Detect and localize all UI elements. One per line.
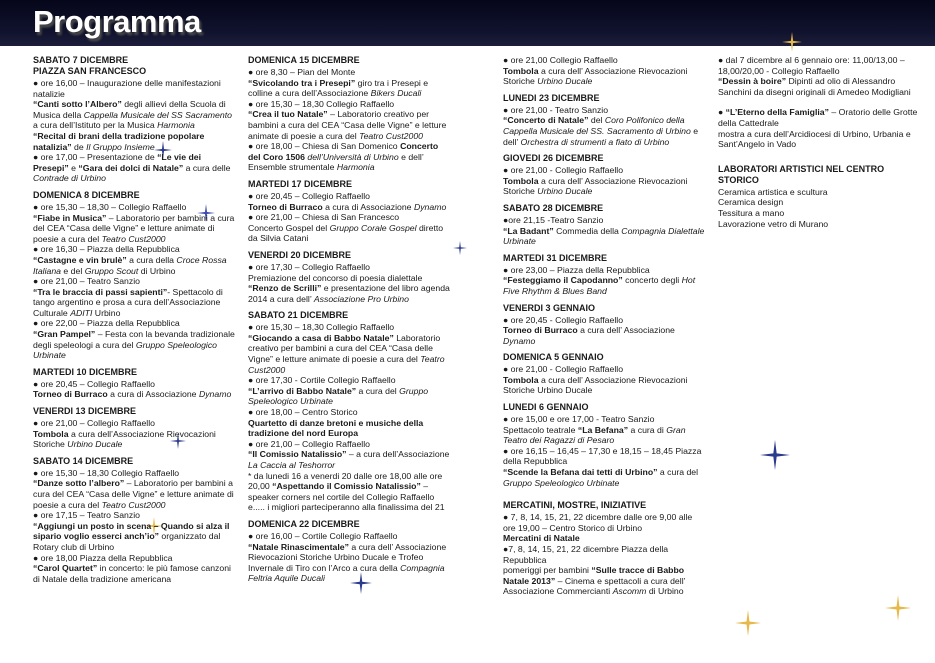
event-entry: mostra a cura dell’Arcidiocesi di Urbino, Urbania e Sant’Angelo in Vado xyxy=(718,128,911,150)
star-icon xyxy=(885,595,911,621)
event-day xyxy=(33,190,235,361)
event-day xyxy=(33,406,235,450)
event-entry: Tombola a cura dell’ Associazione Rievocazioni Storiche Urbino Ducale xyxy=(503,175,688,197)
event-day xyxy=(503,153,705,197)
event-entry: ● ore 21,00 - Collegio Raffaello xyxy=(503,165,624,176)
list-item: Tessitura a mano xyxy=(718,207,785,218)
event-entry: “L’arrivo di Babbo Natale” a cura del Gruppo Speleologico Urbinate xyxy=(248,385,429,407)
event-entry: “Giocando a casa di Babbo Natale” Laboratorio creativo per bambini a cura del CEA “Casa delle Vigne” e letture animate di poesie a cura del Teatro Cust2000 xyxy=(248,332,445,375)
column-4 xyxy=(718,55,918,235)
event-entry: “Svicolando tra i Presepi” giro tra i Presepi e colline a cura dell’Associazione Bikers Ducali xyxy=(248,77,429,99)
event-entry: ● ore 16,00 – Cortile Collegio Raffaello xyxy=(248,530,398,541)
event-entry: ● ore 17,30 – Collegio Raffaello xyxy=(248,261,370,272)
event-entry: ● ore 20,45 - Collegio Raffaello xyxy=(503,314,624,325)
event-day xyxy=(503,500,705,597)
star-icon xyxy=(782,32,802,52)
event-entry: “Il Comissio Natalissio” – a cura dell’Associazione La Caccia al Teshorror xyxy=(248,449,450,470)
event-entry: ● ore 15,00 e ore 17,00 - Teatro Sanzio xyxy=(503,414,655,425)
list-item: Ceramica design xyxy=(718,197,784,208)
event-entry: “Recital di brani della tradizione popolare natalizia” de Il Gruppo Insieme xyxy=(33,130,205,152)
event-entry: “Gran Pampel” – Festa con la bevanda tradizionale degli speleologi a cura del Gruppo Speleologico Urbinate xyxy=(33,329,235,361)
event-entry: Torneo di Burraco a cura dell’ Associazione Dynamo xyxy=(503,325,675,346)
event-day xyxy=(248,310,450,513)
event-entry: ● ore 15,30 – 18,30 Collegio Raffaello xyxy=(33,467,180,478)
event-entry: ● ore 16,15 – 16,45 – 17,30 e 18,15 – 18,45 Piazza della Repubblica xyxy=(503,445,702,467)
event-day xyxy=(503,93,705,147)
day-heading: MARTEDI 31 DICEMBRE xyxy=(503,252,608,263)
event-day xyxy=(718,164,918,229)
event-entry: ● ore 21,00 – Collegio Raffaello xyxy=(248,438,370,449)
day-heading: VENERDI 3 GENNAIO xyxy=(503,302,596,313)
event-entry: ● ore 18,00 – Chiesa di San Domenico Concerto del Coro 1506 dell’Università di Urbino e dell’ Ensemble strumentale Harmonia xyxy=(248,141,439,173)
event-entry: ● ore 18,00 – Centro Storico xyxy=(248,407,358,418)
event-day xyxy=(248,250,450,304)
event-entry: Tombola a cura dell’ Associazione Rievocazioni Storiche Urbino Ducale xyxy=(503,374,688,396)
event-entry: ● dal 7 dicembre al 6 gennaio ore: 11,00/13,00 – 18,00/20,00 - Collegio Raffaello xyxy=(718,55,905,76)
event-day xyxy=(503,253,705,297)
day-heading: SABATO 7 DICEMBRE PIAZZA SAN FRANCESCO xyxy=(33,55,147,76)
event-day xyxy=(33,456,235,585)
event-entry: “Tra le braccia di passi sapienti”- Spettacolo di tango argentino e prosa a cura dell’Associazione Culturale ADITI Urbino xyxy=(33,286,223,318)
event-entry: “Canti sotto l’Albero” degli allievi della Scuola di Musica della Cappella Musicale del SS Sacramento a cura dell’Istituto per la Musica Harmonia xyxy=(33,99,232,131)
event-day xyxy=(718,55,918,97)
event-entry: “Crea il tuo Natale” – Laboratorio creativo per bambini a cura del CEA “Casa delle Vigne” e letture animate di poesie a cura del Teatro Cust2000 xyxy=(248,109,447,141)
event-day xyxy=(248,179,450,244)
event-day xyxy=(503,402,705,488)
event-entry: ●7, 8, 14, 15, 21, 22 dicembre Piazza della Repubblica xyxy=(503,544,669,565)
event-entry: Quartetto di danze bretoni e musiche della tradizione del nord Europa xyxy=(248,417,424,439)
event-entry: ● “L’Eterno della Famiglia” – Oratorio delle Grotte della Cattedrale xyxy=(718,107,918,128)
event-entry: “Scende la Befana dai tetti di Urbino” a cura del Gruppo Speleologico Urbinate xyxy=(503,467,699,488)
event-entry: “Dessin à boire” Dipinti ad olio di Alessandro Sanchini da disegni originali di Amedeo Modigliani xyxy=(718,76,911,97)
event-entry: “Festeggiamo il Capodanno” concerto degli Hot Five Rhythm & Blues Band xyxy=(503,275,696,296)
event-entry: Spettacolo teatrale “La Befana” a cura di Gran Teatro dei Ragazzi di Pesaro xyxy=(503,424,686,446)
day-heading: SABATO 14 DICEMBRE xyxy=(33,455,134,466)
event-entry: ● ore 21,00 – Chiesa di San Francesco xyxy=(248,212,400,223)
day-heading: DOMENICA 22 DICEMBRE xyxy=(248,518,360,529)
day-heading: DOMENICA 5 GENNAIO xyxy=(503,352,604,363)
section-heading: MERCATINI, MOSTRE, INIZIATIVE xyxy=(503,500,647,511)
day-heading: LUNEDI 6 GENNAIO xyxy=(503,402,589,413)
event-entry: ● ore 20,45 – Collegio Raffaello xyxy=(33,378,155,389)
event-entry: ● ore 8,30 – Pian del Monte xyxy=(248,67,356,77)
column-2 xyxy=(248,55,450,590)
event-entry: ● ore 21,00 Collegio Raffaello xyxy=(503,55,618,65)
day-heading: SABATO 21 DICEMBRE xyxy=(248,310,349,321)
event-entry: ● ore 20,45 – Collegio Raffaello xyxy=(248,190,370,201)
event-entry: Premiazione del concorso di poesia dialettale “Renzo de Scrilli” e presentazione del libro agenda 2014 a cura dell’ Associazione Pro Urbino xyxy=(248,272,450,304)
event-entry: ● ore 21,00 - Teatro Sanzio xyxy=(503,104,609,115)
event-entry: ● ore 18,00 Piazza della Repubblica xyxy=(33,552,173,563)
column-1 xyxy=(33,55,235,590)
event-entry: ● ore 21,00 – Teatro Sanzio xyxy=(33,276,140,287)
event-entry: ●ore 21,15 -Teatro Sanzio xyxy=(503,214,604,225)
event-entry: “La Badant” Commedia della Compagnia Dialettale Urbinate xyxy=(503,225,705,247)
day-heading: LUNEDI 23 DICEMBRE xyxy=(503,92,600,103)
event-entry: ● ore 16,30 – Piazza della Repubblica xyxy=(33,244,180,255)
event-entry: Tombola a cura dell’ Associazione Rievocazioni Storiche Urbino Ducale xyxy=(503,65,688,87)
star-icon xyxy=(735,610,761,636)
event-entry: “Concerto di Natale” del Coro Polifonico della Cappella Musicale del SS. Sacramento di Urbino e dell’ Orchestra di strumenti a fiato di Urbino xyxy=(503,115,699,147)
day-heading: MARTEDI 17 DICEMBRE xyxy=(248,178,353,189)
event-day xyxy=(503,352,705,396)
event-entry: pomeriggi per bambini “Sulle tracce di Babbo Natale 2013” – Cinema e spettacoli a cura dell’ Associazione Commercianti Ascomm di Urbino xyxy=(503,565,686,597)
event-entry: “Carol Quartet” in concerto: le più famose canzoni di Natale della tradizione americana xyxy=(33,563,231,584)
list-item: Ceramica artistica e scultura xyxy=(718,186,828,197)
event-entry: ● ore 15,30 – 18,30 – Collegio Raffaello xyxy=(33,201,187,212)
section-heading: LABORATORI ARTISTICI NEL CENTRO STORICO xyxy=(718,163,885,185)
event-entry: “Fiabe in Musica” – Laboratorio per bambini a cura del CEA “Casa delle Vigne” e letture animate di poesie a cura del Teatro Cust2000 xyxy=(33,212,235,244)
star-icon xyxy=(760,440,790,470)
event-entry: ● ore 17,30 - Cortile Collegio Raffaello xyxy=(248,375,396,386)
day-heading: GIOVEDI 26 DICEMBRE xyxy=(503,153,604,164)
page-title: Programma xyxy=(33,4,201,39)
event-day xyxy=(718,107,918,149)
event-day xyxy=(503,55,705,87)
event-entry: ● ore 23,00 – Piazza della Repubblica xyxy=(503,264,650,275)
list-item: Lavorazione vetro di Murano xyxy=(718,218,829,229)
event-entry: “Aggiungi un posto in scena – Quando si alza il sipario voglio esserci anch’io” organizzato dal Rotary club di Urbino xyxy=(33,520,230,552)
event-entry: ● ore 15,30 – 18,30 Collegio Raffaello xyxy=(248,322,395,333)
event-entry: ● ore 21,00 - Collegio Raffaello xyxy=(503,364,624,375)
event-day xyxy=(33,55,235,184)
event-entry: “Castagne e vin brulè” a cura della Croce Rossa Italiana e del Gruppo Scout di Urbino xyxy=(33,254,227,276)
event-day xyxy=(503,303,705,347)
event-entry: ● ore 15,30 – 18,30 Collegio Raffaello xyxy=(248,98,395,109)
event-day xyxy=(248,519,450,584)
day-heading: DOMENICA 8 DICEMBRE xyxy=(33,189,140,200)
event-entry: “Natale Rinascimentale” a cura dell’ Associazione Rievocazioni Storiche Urbino Ducale e Trofeo Invernale di Tiro con l’Arco a cura della Compagnia Feltria Aquile Ducali xyxy=(248,541,447,584)
day-heading: MARTEDI 10 DICEMBRE xyxy=(33,366,138,377)
column-3 xyxy=(503,55,705,603)
day-heading: DOMENICA 15 DICEMBRE xyxy=(248,55,360,65)
event-entry: ● ore 22,00 – Piazza della Repubblica xyxy=(33,318,180,329)
event-entry: ● ore 21,00 – Collegio Raffaello xyxy=(33,418,155,429)
star-icon xyxy=(453,241,467,255)
event-entry: Tombola a cura dell’Associazione Rievocazioni Storiche Urbino Ducale xyxy=(33,428,216,450)
day-heading: VENERDI 20 DICEMBRE xyxy=(248,249,352,260)
event-day xyxy=(33,367,235,400)
event-entry: “Danze sotto l’albero” – Laboratorio per bambini a cura del CEA “Casa delle Vigne” e letture animate di poesie a cura del Teatro Cust2000 xyxy=(33,478,234,510)
event-day xyxy=(248,55,450,173)
event-day xyxy=(503,203,705,247)
event-entry: Concerto Gospel del Gruppo Corale Gospel diretto da Silvia Catani xyxy=(248,222,444,244)
day-heading: SABATO 28 DICEMBRE xyxy=(503,202,604,213)
day-heading: VENERDI 13 DICEMBRE xyxy=(33,406,137,417)
event-entry: ● ore 17,00 – Presentazione de “Le vie dei Presepi” e “Gara dei dolci di Natale” a cura delle Contrade di Urbino xyxy=(33,152,231,184)
event-entry: Torneo di Burraco a cura di Associazione Dynamo xyxy=(33,389,232,400)
event-entry: ● ore 17,15 – Teatro Sanzio xyxy=(33,510,140,521)
event-entry: Torneo di Burraco a cura di Associazione Dynamo xyxy=(248,201,447,212)
event-entry: * da lunedi 16 a venerdi 20 dalle ore 18,00 alle ore 20,00 “Aspettando il Comissio Natalissio” – speaker corners nel cortile del Collegio Raffaello e..... i migliori parteciperanno alla finalissima del 21 xyxy=(248,470,445,513)
event-entry: Mercatini di Natale xyxy=(503,533,580,544)
event-entry: ● 7, 8, 14, 15, 21, 22 dicembre dalle ore 9,00 alle ore 19,00 – Centro Storico di Urbino xyxy=(503,512,693,533)
event-entry: ● ore 16,00 – Inaugurazione delle manifestazioni natalizie xyxy=(33,78,221,99)
